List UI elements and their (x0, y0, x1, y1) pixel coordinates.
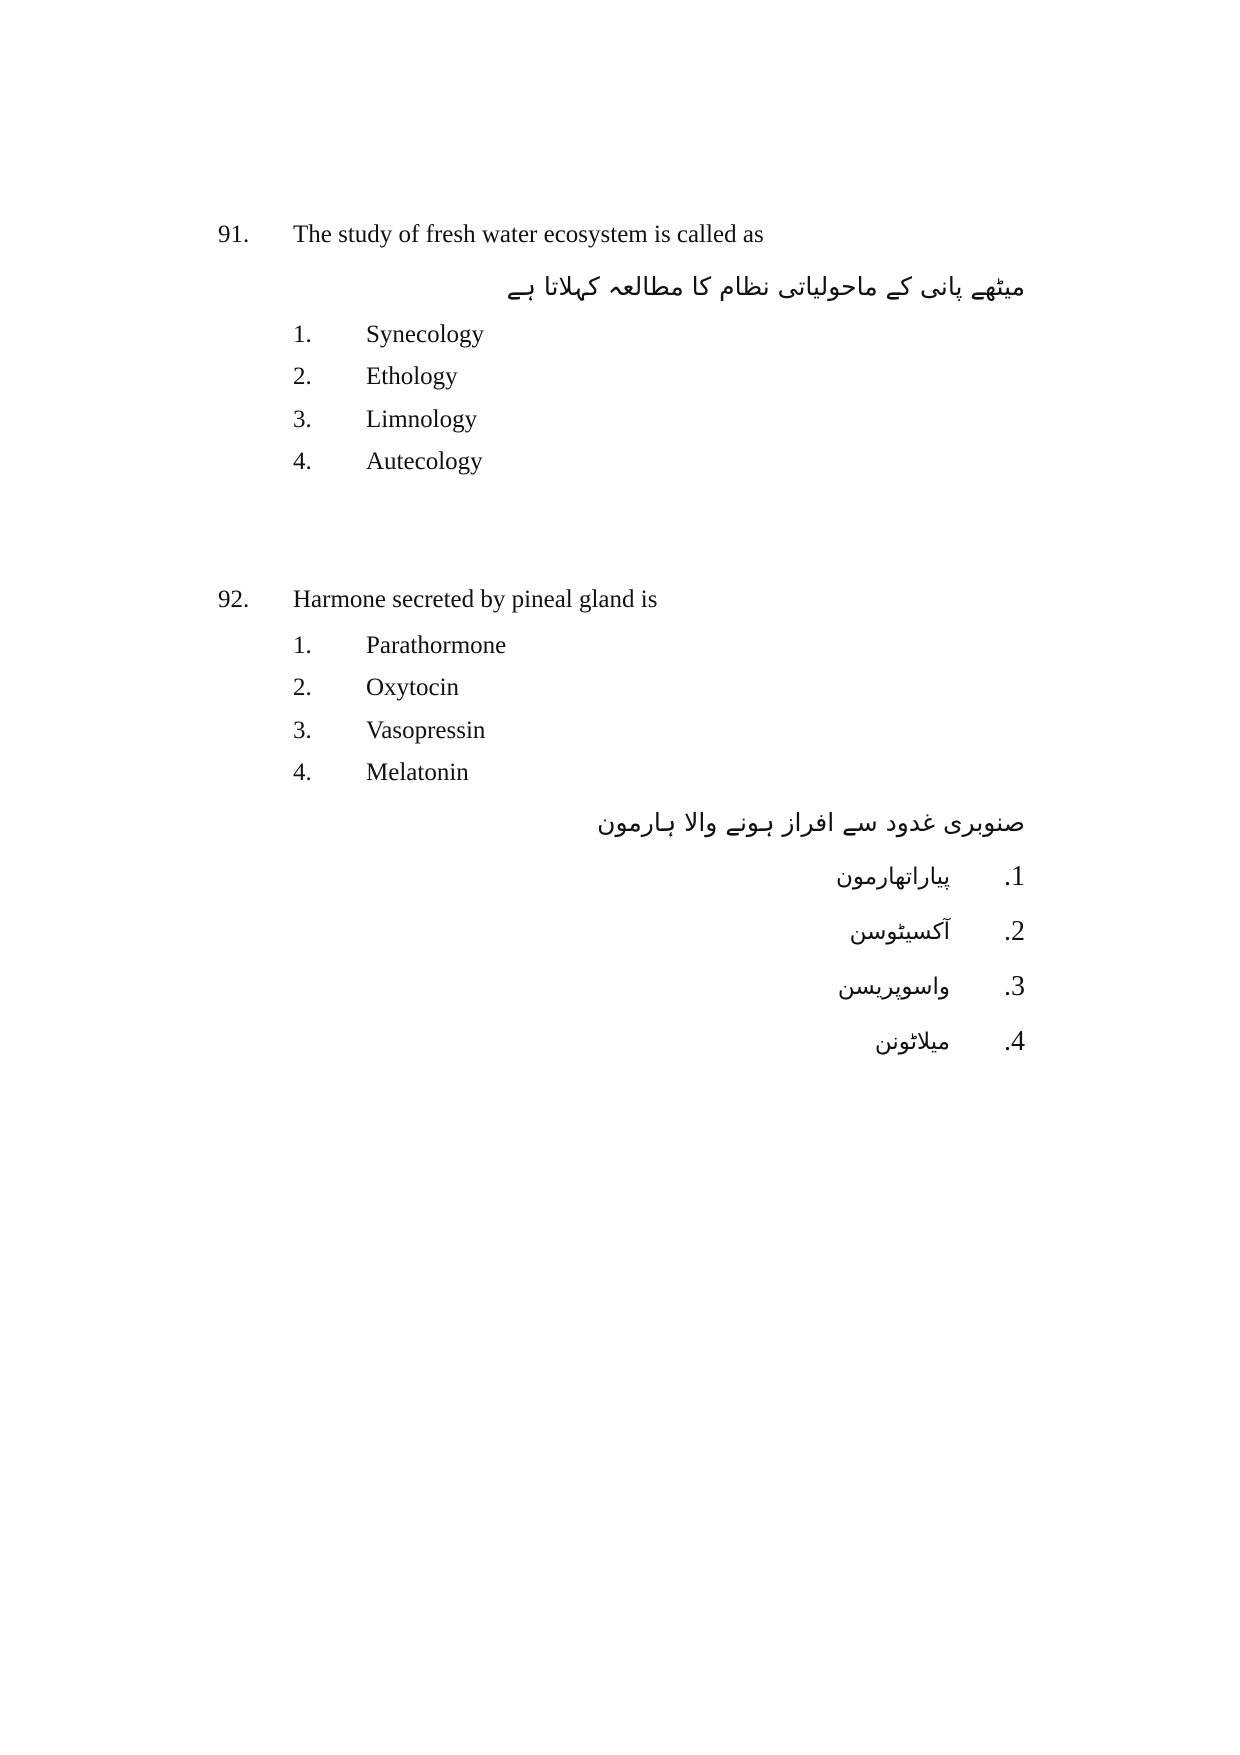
urdu-option-number: .2 (1004, 916, 1025, 947)
option-text: Melatonin (366, 759, 469, 786)
option-text: Autecology (366, 448, 483, 475)
option-number: 2. (293, 674, 312, 701)
question-text-urdu: صنوبری غدود سے افراز ہونے والا ہارمون (597, 808, 1025, 837)
option-text: Oxytocin (366, 674, 460, 701)
option-number: 2. (293, 363, 312, 390)
option-number: 1. (293, 321, 312, 348)
option-text: Synecology (366, 321, 485, 348)
option-text: Ethology (366, 363, 458, 390)
urdu-option-number: .4 (1004, 1026, 1025, 1057)
option-number: 4. (293, 759, 312, 786)
urdu-option-text: میلاٹونن (874, 1029, 950, 1055)
option-number: 4. (293, 448, 312, 475)
urdu-option-text: واسوپریسن (837, 974, 950, 1000)
question-number: 91. (218, 221, 250, 248)
question-text: Harmone secreted by pineal gland is (293, 586, 658, 613)
question-text: The study of fresh water ecosystem is called as (293, 221, 764, 248)
option-text: Limnology (366, 406, 478, 433)
option-text: Parathormone (366, 632, 507, 659)
urdu-option-number: .3 (1004, 971, 1025, 1002)
urdu-option-text: پیاراتھارمون (835, 864, 950, 890)
option-text: Vasopressin (366, 717, 486, 744)
urdu-option-text: آکسیٹوسن (849, 919, 950, 945)
question-text-urdu: میٹھے پانی کے ماحولیاتی نظام کا مطالعہ کہلاتا ہے (506, 272, 1025, 301)
question-number: 92. (218, 586, 250, 613)
urdu-option-number: .1 (1004, 861, 1025, 892)
option-number: 3. (293, 406, 312, 433)
option-number: 1. (293, 632, 312, 659)
option-number: 3. (293, 717, 312, 744)
